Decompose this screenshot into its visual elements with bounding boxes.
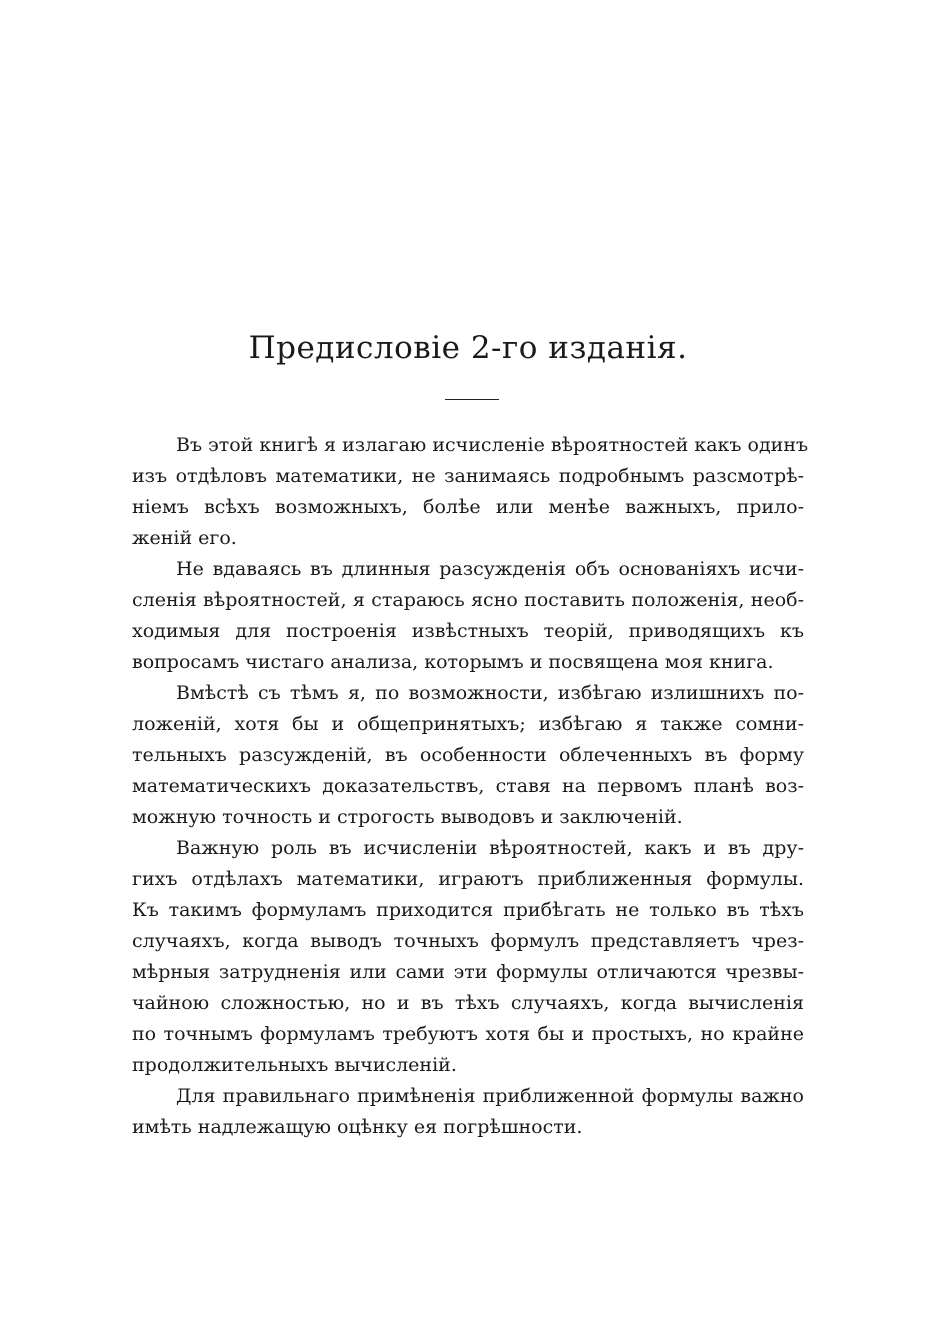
text-line: гихъ отдѣлахъ математики, играютъ приближенныя формулы. — [132, 868, 804, 890]
text-line: случаяхъ, когда выводъ точныхъ формулъ представляетъ чрез- — [132, 930, 804, 952]
preface-text — [132, 430, 809, 1143]
text-line: ложеній, хотя бы и общепринятыхъ; избѣгаю я также сомни- — [132, 713, 804, 735]
page-title: Предисловіе 2-го изданія. — [248, 330, 688, 366]
paragraph — [132, 554, 804, 678]
paragraph — [132, 430, 809, 554]
text-line: женій его. — [132, 527, 237, 549]
text-line: изъ отдѣловъ математики, не занимаясь подробнымъ разсмотрѣ- — [132, 465, 804, 487]
text-line: ніемъ всѣхъ возможныхъ, болѣе или менѣе важныхъ, прило- — [132, 496, 804, 518]
paragraph — [132, 833, 804, 1081]
title-rule — [445, 399, 499, 400]
text-line: Не вдаваясь въ длинныя разсужденія объ основаніяхъ исчи- — [176, 558, 804, 580]
text-line: сленія вѣроятностей, я стараюсь ясно поставить положенія, необ- — [132, 589, 804, 611]
text-line: математическихъ доказательствъ, ставя на первомъ планѣ воз- — [132, 775, 804, 797]
text-line: продолжительныхъ вычисленій. — [132, 1054, 457, 1076]
paragraph — [132, 678, 804, 833]
text-line: тельныхъ разсужденій, въ особенности облеченныхъ въ форму — [132, 744, 804, 766]
text-line: чайною сложностью, но и въ тѣхъ случаяхъ, когда вычисленія — [132, 992, 804, 1014]
text-line: вопросамъ чистаго анализа, которымъ и посвящена моя книга. — [132, 651, 774, 673]
text-line: Въ этой книгѣ я излагаю исчисленіе вѣроятностей какъ одинъ — [176, 434, 809, 456]
text-line: можную точность и строгость выводовъ и заключеній. — [132, 806, 683, 828]
text-line: Для правильнаго примѣненія приближенной формулы важно — [176, 1085, 804, 1107]
text-line: мѣрныя затрудненія или сами эти формулы отличаются чрезвы- — [132, 961, 804, 983]
text-line: имѣть надлежащую оцѣнку ея погрѣшности. — [132, 1116, 583, 1138]
text-line: Къ такимъ формуламъ приходится прибѣгать не только въ тѣхъ — [132, 899, 804, 921]
text-line: Вмѣстѣ съ тѣмъ я, по возможности, избѣгаю излишнихъ по- — [176, 682, 804, 704]
text-line: Важную роль въ исчисленіи вѣроятностей, какъ и въ дру- — [176, 837, 804, 859]
text-line: ходимыя для построенія извѣстныхъ теорій, приводящихъ къ — [132, 620, 804, 642]
paragraph — [132, 1081, 804, 1143]
text-line: по точнымъ формуламъ требуютъ хотя бы и простыхъ, но крайне — [132, 1023, 804, 1045]
